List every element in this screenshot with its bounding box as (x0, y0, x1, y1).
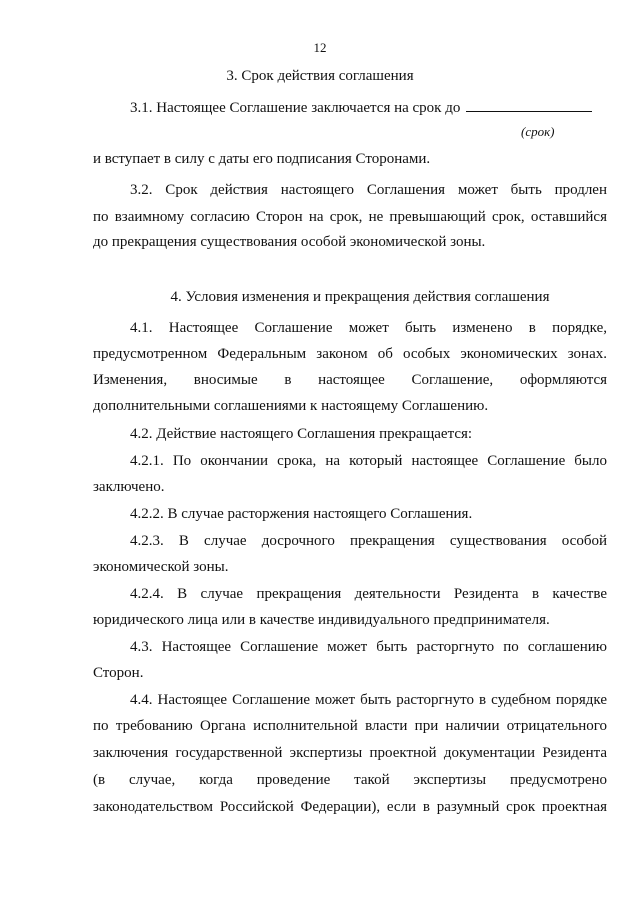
term-blank-line (466, 98, 592, 112)
section-4-heading: 4. Условия изменения и прекращения действия соглашения (170, 289, 550, 305)
paragraph-4-4-line-4: (в случае, когда проведение такой экспертизы предусмотрено (93, 772, 607, 788)
paragraph-4-1-line-4: дополнительными соглашениями к настоящему Соглашению. (93, 398, 489, 414)
paragraph-4-2-3-line-1: 4.2.3. В случае досрочного прекращения существования особой (130, 533, 607, 549)
paragraph-4-4-line-3: заключения государственной экспертизы проектной документации Резидента (93, 745, 607, 761)
paragraph-4-4-line-1: 4.4. Настоящее Соглашение может быть расторгнуто в судебном порядке (130, 692, 607, 708)
page-number: 12 (313, 40, 327, 55)
paragraph-3-1 (130, 98, 607, 118)
paragraph-3-2-line-1: 3.2. Срок действия настоящего Соглашения может быть продлен (130, 182, 607, 198)
paragraph-3-1-text: 3.1. Настоящее Соглашение заключается на срок до (130, 100, 461, 116)
paragraph-3-2-line-2: по взаимному согласию Сторон на срок, не превышающий срок, оставшийся (93, 209, 607, 225)
paragraph-4-2: 4.2. Действие настоящего Соглашения прекращается: (130, 426, 473, 442)
section-3-heading: 3. Срок действия соглашения (226, 68, 414, 84)
paragraph-4-4-line-5: законодательством Российской Федерации), если в разумный срок проектная (93, 799, 607, 815)
paragraph-4-1-line-2: предусмотренном Федеральным законом об особых экономических зонах. (93, 346, 607, 362)
paragraph-4-3-line-1: 4.3. Настоящее Соглашение может быть расторгнуто по соглашению (130, 639, 607, 655)
paragraph-4-2-4-line-1: 4.2.4. В случае прекращения деятельности Резидента в качестве (130, 586, 607, 602)
paragraph-4-1-line-1: 4.1. Настоящее Соглашение может быть изменено в порядке, (130, 320, 607, 336)
paragraph-3-1-cont: и вступает в силу с даты его подписания Сторонами. (93, 151, 431, 167)
paragraph-4-4-line-2: по требованию Органа исполнительной власти при наличии отрицательного (93, 718, 607, 734)
paragraph-4-2-4-line-2: юридического лица или в качестве индивидуального предпринимателя. (93, 612, 550, 628)
paragraph-4-2-1-line-2: заключено. (93, 479, 165, 495)
paragraph-3-2-line-3: до прекращения существования особой экономической зоны. (93, 234, 486, 250)
paragraph-4-2-2: 4.2.2. В случае расторжения настоящего Соглашения. (130, 506, 473, 522)
paragraph-4-2-3-line-2: экономической зоны. (93, 559, 229, 575)
paragraph-4-2-1-line-1: 4.2.1. По окончании срока, на который настоящее Соглашение было (130, 453, 607, 469)
paragraph-4-1-line-3: Изменения, вносимые в настоящее Соглашение, оформляются (93, 372, 607, 388)
term-note: (срок) (521, 124, 555, 139)
paragraph-4-3-line-2: Сторон. (93, 665, 144, 681)
